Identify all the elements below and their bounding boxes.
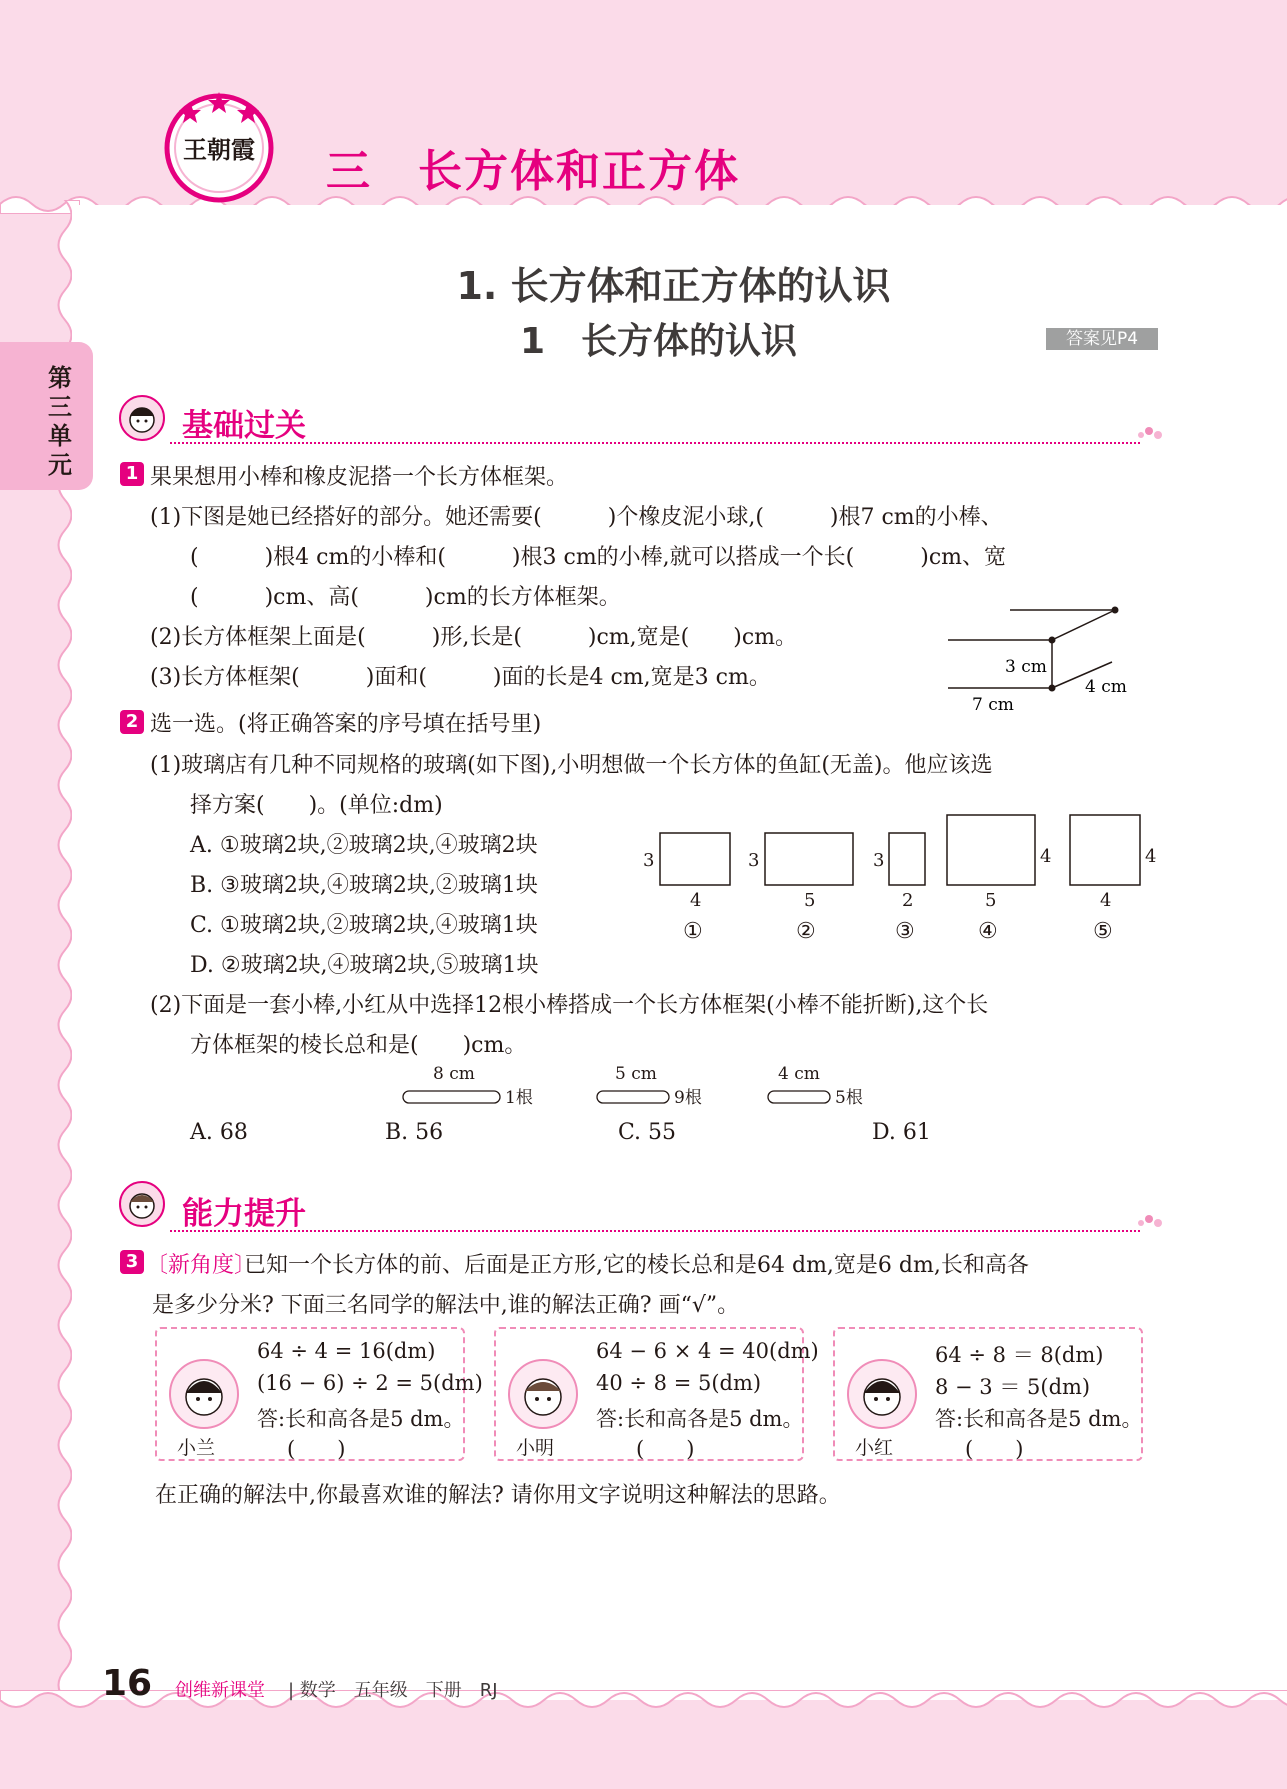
q3-line2: 是多少分米? 下面三名同学的解法中,谁的解法正确? 画“√”。 — [152, 1293, 740, 1318]
choice-a: A. 68 — [190, 1120, 248, 1145]
glass-2-id: ② — [796, 919, 816, 944]
stick-1-length: 8 cm — [433, 1064, 475, 1084]
solution-line: 64 − 6 × 4 = 40(dm) — [596, 1339, 819, 1363]
q1-part1-line2: ( )根4 cm的小棒和( )根3 cm的小棒,就可以搭成一个长( )cm、宽 — [190, 545, 1007, 570]
student-name: 小红 — [855, 1437, 894, 1459]
stick-3-length: 4 cm — [778, 1064, 820, 1084]
stick-2-length: 5 cm — [615, 1064, 657, 1084]
student-name: 小兰 — [177, 1437, 216, 1459]
q3-line1: 已知一个长方体的前、后面是正方形,它的棱长总和是64 dm,宽是6 dm,长和高各 — [244, 1253, 1029, 1278]
question-stem: 果果想用小棒和橡皮泥搭一个长方体框架。 — [150, 465, 569, 490]
page-number: 16 — [102, 1663, 153, 1704]
question-number: 1 — [120, 462, 144, 486]
glass-5-height: 4 — [1145, 846, 1157, 867]
lesson-title: 1 长方体的认识 — [519, 321, 798, 362]
solution-card — [833, 1327, 1143, 1461]
check-blank[interactable]: ( ) — [965, 1437, 1024, 1461]
q2-part2-line2: 方体框架的棱长总和是( )cm。 — [190, 1033, 527, 1058]
question-number: 3 — [120, 1250, 144, 1274]
student-avatar-icon — [118, 1180, 166, 1228]
stick-3-count: 5根 — [835, 1088, 863, 1108]
glass-3-id: ③ — [895, 919, 915, 944]
section-title: 1. 长方体和正方体的认识 — [456, 264, 891, 308]
glass-2-height: 3 — [748, 850, 760, 871]
length-label: 7 cm — [972, 695, 1014, 715]
glass-2-width: 5 — [804, 890, 816, 911]
girl-avatar-icon — [845, 1357, 919, 1431]
q1-part2: (2)长方体框架上面是( )形,长是( )cm,宽是( )cm。 — [150, 625, 798, 650]
unit-title: 三 长方体和正方体 — [326, 146, 740, 197]
solution-answer: 答:长和高各是5 dm。 — [596, 1407, 804, 1431]
glass-4-width: 5 — [985, 890, 997, 911]
solution-line: 40 ÷ 8 = 5(dm) — [596, 1371, 762, 1395]
new-angle-tag: 〔新角度〕 — [146, 1253, 257, 1278]
solution-card — [155, 1327, 483, 1461]
stick-1-count: 1根 — [505, 1088, 533, 1108]
option-b: B. ③玻璃2块,④玻璃2块,②玻璃1块 — [190, 873, 538, 898]
solution-line: 8 − 3 ＝ 5(dm) — [935, 1375, 1091, 1399]
solution-line: 64 ÷ 8 ＝ 8(dm) — [935, 1343, 1104, 1367]
option-a: A. ①玻璃2块,②玻璃2块,④玻璃2块 — [190, 833, 538, 858]
q2-part1-line1: (1)玻璃店有几种不同规格的玻璃(如下图),小明想做一个长方体的鱼缸(无盖)。他应该选 — [150, 753, 993, 778]
option-c: C. ①玻璃2块,②玻璃2块,④玻璃1块 — [190, 913, 538, 938]
q2-part2-line1: (2)下面是一套小棒,小红从中选择12根小棒搭成一个长方体框架(小棒不能折断),这个长 — [150, 993, 989, 1018]
side-tab-text: 第三单元 — [48, 364, 72, 479]
dotted-divider — [170, 442, 1140, 444]
solution-line: 64 ÷ 4 = 16(dm) — [257, 1339, 436, 1363]
q1-part1-line1: (1)下图是她已经搭好的部分。她还需要( )个橡皮泥小球,( )根7 cm的小棒、 — [150, 505, 1003, 530]
height-label: 3 cm — [1005, 657, 1047, 677]
footer-brand: 创维新课堂 — [175, 1680, 265, 1701]
glass-3-height: 3 — [873, 850, 885, 871]
stick-2-count: 9根 — [674, 1088, 702, 1108]
student-avatar-icon — [118, 394, 166, 442]
logo-text: 王朝霞 — [183, 135, 255, 164]
decor-dots-icon — [1135, 1211, 1165, 1231]
section-header-basic: 基础过关 — [182, 408, 306, 444]
choice-c: C. 55 — [618, 1120, 677, 1145]
choice-b: B. 56 — [385, 1120, 444, 1145]
option-d: D. ②玻璃2块,④玻璃2块,⑤玻璃1块 — [190, 953, 539, 978]
dotted-divider — [170, 1230, 1140, 1232]
width-label: 4 cm — [1085, 677, 1127, 697]
check-blank[interactable]: ( ) — [287, 1437, 346, 1461]
answer-reference-badge: 答案见P4 — [1046, 328, 1158, 350]
glass-1-width: 4 — [690, 890, 702, 911]
glass-5-width: 4 — [1100, 890, 1112, 911]
check-blank[interactable]: ( ) — [636, 1437, 695, 1461]
solution-answer: 答:长和高各是5 dm。 — [935, 1407, 1143, 1431]
section-header-ability: 能力提升 — [182, 1196, 306, 1232]
girl-avatar-icon — [167, 1357, 241, 1431]
glass-3-width: 2 — [902, 890, 914, 911]
glass-1-height: 3 — [643, 850, 655, 871]
q1-part1-line3: ( )cm、高( )cm的长方体框架。 — [190, 585, 621, 610]
q1-part3: (3)长方体框架( )面和( )面的长是4 cm,宽是3 cm。 — [150, 665, 771, 690]
glass-5-id: ⑤ — [1093, 919, 1113, 944]
brand-logo — [160, 86, 278, 204]
question-number: 2 — [120, 710, 144, 734]
choice-d: D. 61 — [872, 1120, 931, 1145]
glass-1-id: ① — [683, 919, 703, 944]
solution-line: (16 − 6) ÷ 2 = 5(dm) — [257, 1371, 483, 1395]
question-stem: 选一选。(将正确答案的序号填在括号里) — [150, 712, 542, 737]
footer-info: | 数学 五年级 下册 RJ — [288, 1680, 498, 1701]
q2-part1-line2: 择方案( )。(单位:dm) — [190, 793, 443, 818]
glass-4-id: ④ — [978, 919, 998, 944]
q3-followup: 在正确的解法中,你最喜欢谁的解法? 请你用文字说明这种解法的思路。 — [155, 1483, 841, 1508]
sticks-diagram — [400, 1062, 870, 1112]
boy-avatar-icon — [506, 1357, 580, 1431]
student-name: 小明 — [516, 1437, 555, 1459]
solution-card — [494, 1327, 819, 1461]
glass-diagram — [635, 805, 1165, 950]
glass-4-height: 4 — [1040, 846, 1052, 867]
frame-diagram — [940, 600, 1160, 720]
solution-answer: 答:长和高各是5 dm。 — [257, 1407, 465, 1431]
decor-dots-icon — [1135, 423, 1165, 443]
